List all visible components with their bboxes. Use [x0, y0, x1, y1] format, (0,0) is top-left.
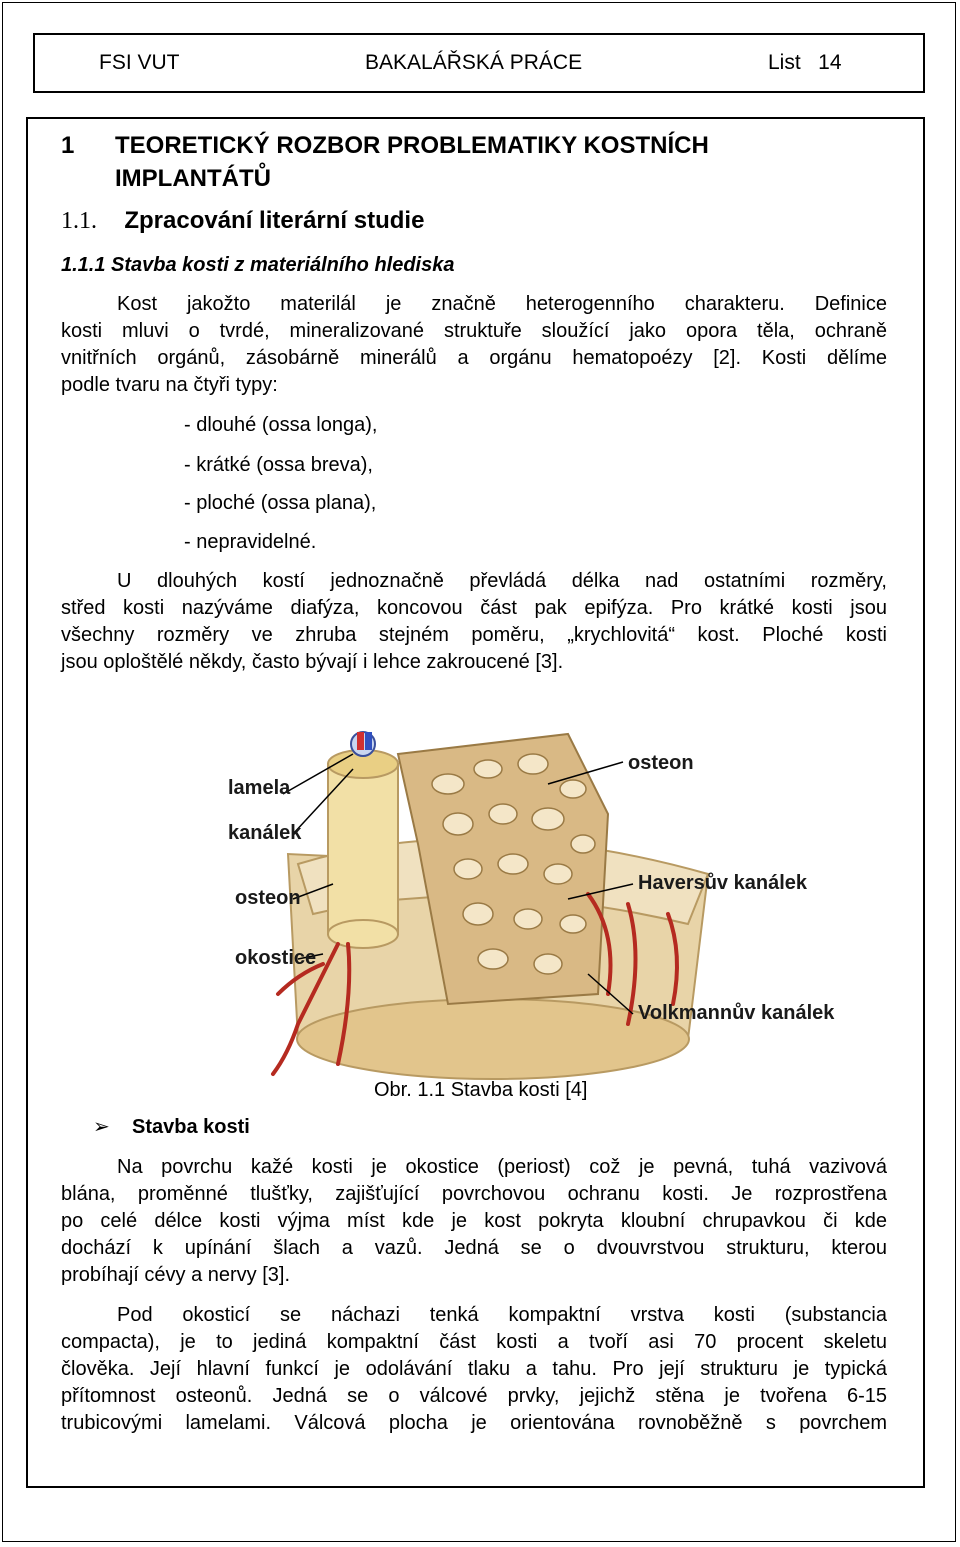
paragraph-line: přítomnost osteonů. Jedná se o válcové prvky, jejichž stěna je tvořena 6-15 — [61, 1385, 887, 1407]
paragraph-line: kosti mluvi o tvrdé, mineralizované struktuře sloužící jako opora těla, ochraně — [61, 320, 887, 342]
paragraph-line: compacta), je to jediná kompaktní část kosti a tvoří asi 70 procent skeletu — [61, 1331, 887, 1353]
page-header — [33, 33, 925, 93]
content-frame — [26, 117, 925, 1488]
chapter-number: 1 — [61, 132, 75, 159]
paragraph-line: střed kosti nazýváme diafýza, koncovou část pak epifýza. Pro krátké kosti jsou — [61, 597, 887, 619]
paragraph-line: U dlouhých kostí jednoznačně převládá délka nad ostatními rozměry, — [117, 570, 887, 592]
list-item: - krátké (ossa breva), — [184, 454, 373, 476]
chapter-title-line2: IMPLANTÁTŮ — [115, 165, 271, 192]
paragraph-line: Pod okosticí se náchazi tenká kompaktní vrstva kosti (substancia — [117, 1304, 887, 1326]
label-okostice: okostice — [235, 947, 317, 969]
paragraph-line: podle tvaru na čtyři typy: — [61, 374, 278, 396]
paragraph-line: probíhají cévy a nervy [3]. — [61, 1264, 291, 1286]
paragraph-line: Na povrchu kažé kosti je okostice (periost) což je pevná, tuhá vazivová — [117, 1156, 887, 1178]
section-title: Zpracování literární studie — [124, 207, 425, 234]
paragraph-line: člověka. Její hlavní funkcí je odolávání tlaku a tahu. Pro její strukturu je typická — [61, 1358, 887, 1380]
section-number: 1.1. — [61, 208, 97, 234]
label-volkmann: Volkmannův kanálek — [638, 1002, 835, 1024]
paragraph-line: všechny rozměry ve zhruba stejném poměru, „krychlovitá“ kost. Ploché kosti — [61, 624, 887, 646]
paragraph-line: po celé délce kosti výjma míst kde je kost pokryta kloubní chrupavkou či kde — [61, 1210, 887, 1232]
paragraph-line: dochází k upínání šlach a vazů. Jedná se o dvouvrstvou strukturu, kterou — [61, 1237, 887, 1259]
bone-structure-figure — [148, 694, 848, 1094]
arrowhead-bullet-icon: ➢ — [93, 1116, 110, 1138]
section-heading — [61, 207, 424, 235]
list-item: - nepravidelné. — [184, 531, 317, 553]
figure-caption: Obr. 1.1 Stavba kosti [4] — [374, 1079, 588, 1101]
label-lamela: lamela — [228, 777, 291, 799]
label-havers: Haversův kanálek — [638, 872, 808, 894]
label-osteon-right: osteon — [628, 752, 694, 774]
paragraph-line: trubicovými lamelami. Válcová plocha je orientována rovnoběžně s povrchem — [61, 1412, 887, 1434]
header-page-number: List 14 — [768, 51, 842, 74]
section-bullet-title: Stavba kosti — [132, 1116, 250, 1138]
paragraph-line: blána, proměnné tlušťky, zajišťující povrchovou ochranu kosti. Je rozprostřena — [61, 1183, 887, 1205]
subsection-heading: 1.1.1 Stavba kosti z materiálního hlediska — [61, 254, 455, 276]
list-item: - dlouhé (ossa longa), — [184, 414, 378, 436]
list-item: - ploché (ossa plana), — [184, 492, 377, 514]
header-title: BAKALÁŘSKÁ PRÁCE — [365, 51, 583, 74]
header-institution: FSI VUT — [99, 51, 180, 74]
paragraph-line: vnitřních orgánů, zásobárně minerálů a orgánu hematopoézy [2]. Kosti dělíme — [61, 347, 887, 369]
chapter-title-line1: TEORETICKÝ ROZBOR PROBLEMATIKY KOSTNÍCH — [115, 132, 709, 159]
paragraph-line: jsou oploštělé někdy, často bývají i lehce zakroucené [3]. — [61, 651, 564, 673]
label-kanalek: kanálek — [228, 822, 302, 844]
label-osteon-left: osteon — [235, 887, 301, 909]
paragraph-line: Kost jakožto materilál je značně heterogenního charakteru. Definice — [117, 293, 887, 315]
